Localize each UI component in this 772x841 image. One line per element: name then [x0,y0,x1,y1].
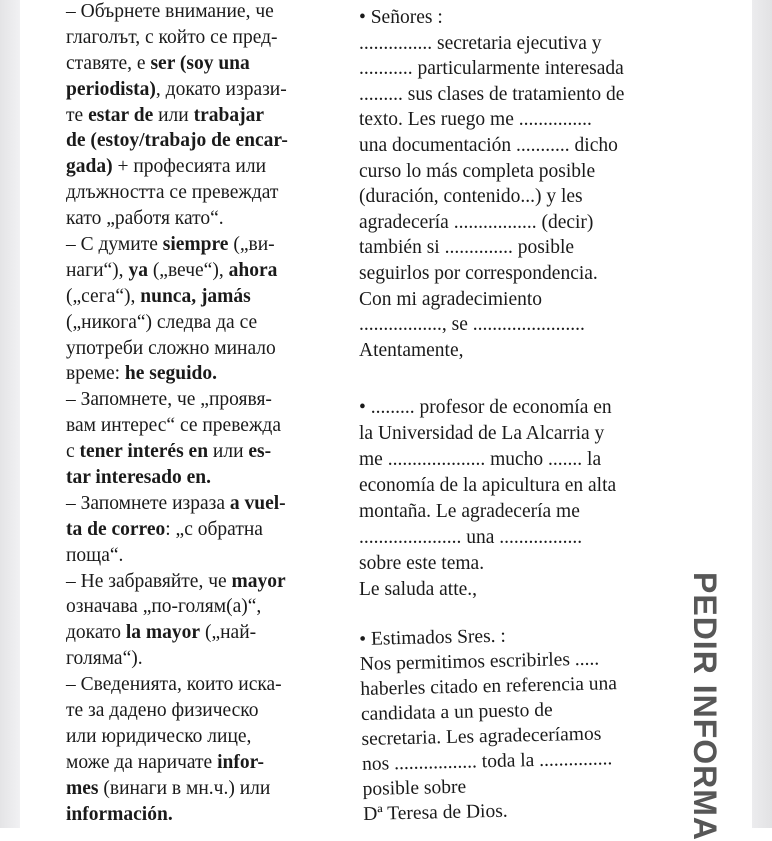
text-line [66,569,288,595]
bold-term: tener interés en [79,441,209,463]
text-segment: – Сведенията, които иска- [66,674,282,696]
bold-term: ya [128,259,148,281]
text-line: texto. Les ruego me ............... [359,109,592,131]
bold-term: he seguido. [124,363,218,385]
text-line: agradecería ................. (decir) [359,211,594,233]
bold-term: estar de [88,104,154,126]
text-line [66,51,288,77]
text-line: Nos permitimos escribirles ..... [359,648,600,675]
text-segment: + професията или [112,156,267,178]
text-segment: – Обърнете внимание, че [66,1,274,22]
text-line: Dª Teresa de Dios. [363,800,508,825]
text-line: ................., se ....................... [359,314,585,336]
text-line [66,154,288,180]
text-line: Atentamente, [359,339,464,361]
text-segment: (винаги в мн.ч.) или [98,777,271,799]
text-segment: време: [66,363,125,385]
text-segment: означава „по-голям(а)“, [66,596,262,618]
text-line [66,491,288,517]
text-segment: – Запомнете, че „проявя- [66,389,272,411]
text-segment: или [208,441,249,463]
page-edge-right [752,0,772,828]
text-line: ..................... una ................. [359,527,583,548]
letter-exercise-2 [359,395,616,603]
text-line [66,439,288,465]
text-line [66,180,288,206]
text-segment: , докато изрази- [155,78,287,100]
text-line [66,103,288,129]
text-line [66,646,288,672]
text-line [66,724,288,750]
bold-term: ta de correo [66,518,166,540]
text-segment: те за дадено физическо [66,700,259,722]
text-segment: вам интерес“ се превежда [66,415,282,437]
bold-term: a vuel- [229,492,286,514]
text-line: sobre este tema. [359,553,485,574]
text-segment: с [66,441,80,463]
text-line [66,543,288,569]
bold-term: tar interesado en. [66,467,211,489]
text-line: ......... sus clases de tratamiento de [359,83,625,105]
letter-exercise-3 [359,621,620,827]
text-line: • ......... profesor de economía en [359,397,612,418]
text-line: montaña. Le agradecería me [359,501,580,522]
text-segment: като „работя като“. [66,208,224,230]
text-segment: : „с обратна [165,518,263,540]
text-segment: длъжността се превеждат [66,182,279,204]
text-line: curso lo más completa posible [359,160,596,182]
text-line: Con mi agradecimiento [359,288,543,310]
bold-term: nunca, jamás [140,285,251,307]
text-segment: („сега“), [66,285,141,307]
text-line [66,0,288,25]
text-line: nos ................. toda la ............... [361,748,613,775]
text-line [66,802,288,828]
bold-term: siempre [162,234,229,256]
text-segment: те [66,104,89,126]
text-segment: поща“. [66,544,124,566]
text-line [66,750,288,776]
text-segment: – Запомнете израза [66,492,230,514]
text-segment: („вече“), [147,259,229,281]
text-segment: („най- [200,622,257,644]
text-line: seguirlos por correspondencia. [359,262,598,284]
text-line [66,336,288,362]
text-segment: голяма“). [66,648,143,670]
text-line: candidata a un puesto de [360,699,553,725]
bold-term: mayor [231,570,286,592]
text-segment: ставяте, е [66,52,151,74]
bold-term: gada) [66,156,113,178]
text-line [66,776,288,802]
text-line [66,206,288,232]
text-line [66,594,288,620]
text-segment: употреби сложно минало [66,337,276,359]
text-line: • Estimados Sres. : [359,625,507,650]
text-line [66,361,288,387]
text-line [66,387,288,413]
text-segment: може да наричате [66,751,218,773]
bold-term: mes [66,777,99,799]
text-line [66,77,288,103]
letter-exercise-1 [359,5,624,363]
text-line [66,672,288,698]
text-segment: или [153,104,194,126]
text-segment: („никога“) следва да се [66,311,258,333]
text-line [66,698,288,724]
bold-term: trabajar [193,104,264,126]
text-segment: или юридическо лице, [66,725,252,747]
bold-term: información. [66,803,173,825]
text-line [66,25,288,51]
bold-term: periodista) [66,78,156,100]
text-line: una documentación ........... dicho [359,134,618,156]
text-segment: – Не забравяйте, че [66,570,232,592]
text-line [66,620,288,646]
text-line [66,232,288,258]
text-line: • Señores : [359,7,443,28]
text-line [66,258,288,284]
text-segment: – С думите [66,234,163,256]
text-segment: („ви- [228,234,275,256]
page-edge-left [0,0,20,828]
bold-term: ser (soy una [150,52,250,74]
bold-term: la mayor [125,622,201,644]
text-line: me .................... mucho ....... la [359,449,602,470]
text-line [66,310,288,336]
bold-term: es- [248,441,272,463]
text-line: también si .............. posible [359,237,575,259]
text-line: (duración, contenido...) y les [359,186,583,208]
text-line: ............... secretaria ejecutiva y [359,32,602,54]
bold-term: ahora [228,259,278,281]
side-section-heading: PEDIR INFORMA [687,572,723,841]
text-line: haberles citado en referencia una [360,673,618,700]
bulgarian-notes-column [66,0,288,828]
text-line [66,465,288,491]
text-segment: докато [66,622,126,644]
text-line: secretaria. Les agradeceríamos [361,723,602,750]
text-line [66,284,288,310]
bold-term: de (estoy/trabajo de encar- [66,130,288,152]
text-line: Le saluda atte., [359,579,478,600]
text-line: ........... particularmente interesada [359,58,624,80]
text-line [66,517,288,543]
bold-term: infor- [217,751,265,773]
text-segment: глаголът, с който се пред- [66,26,278,48]
text-line: economía de la apicultura en alta [359,475,617,496]
text-segment: наги“), [66,259,129,281]
text-line [66,413,288,439]
text-line [66,128,288,154]
text-line: la Universidad de La Alcarria y [359,423,605,444]
text-line: posible sobre [362,776,467,800]
